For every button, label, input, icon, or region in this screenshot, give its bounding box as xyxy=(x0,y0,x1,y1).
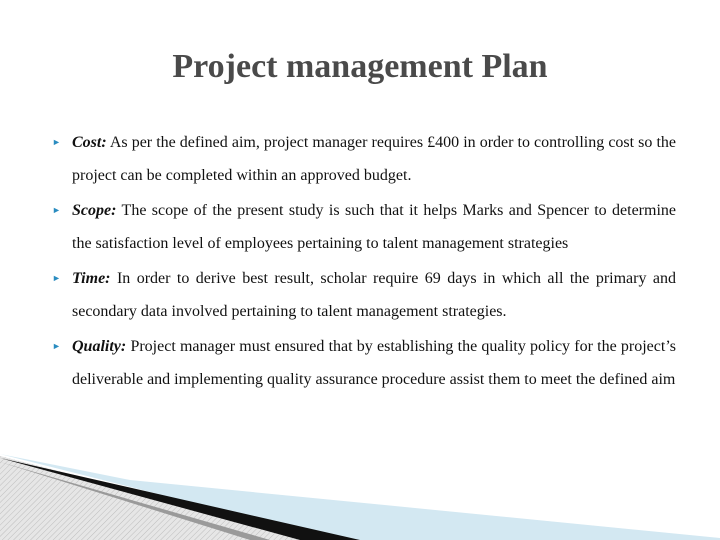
bullet-triangle-icon: ► xyxy=(52,341,61,351)
bullet-term: Quality: xyxy=(72,338,127,355)
bullet-triangle-icon: ► xyxy=(52,205,61,215)
decorative-swoosh xyxy=(0,440,720,540)
slide-title: Project management Plan xyxy=(172,48,548,85)
bullet-item-time xyxy=(50,262,676,328)
bullet-list xyxy=(50,126,676,398)
bullet-text: Project manager must ensured that by establishing the quality policy for the project’s deliverable and implementing quality assurance procedure assist them to meet the defined aim xyxy=(72,338,676,388)
bullet-term: Time: xyxy=(72,270,111,287)
bullet-term: Scope: xyxy=(72,202,117,219)
bullet-item-scope xyxy=(50,194,676,260)
bullet-text: As per the defined aim, project manager requires £400 in order to controlling cost so the project can be completed within an approved budget. xyxy=(72,134,676,184)
bullet-triangle-icon: ► xyxy=(52,273,61,283)
bullet-text: The scope of the present study is such that it helps Marks and Spencer to determine the satisfaction level of employees pertaining to talent management strategies xyxy=(72,202,677,252)
bullet-triangle-icon: ► xyxy=(52,137,61,147)
bullet-text: In order to derive best result, scholar require 69 days in which all the primary and secondary data involved pertaining to talent management strategies. xyxy=(72,270,676,320)
bullet-item-cost xyxy=(50,126,676,192)
bullet-item-quality xyxy=(50,330,676,396)
bullet-term: Cost: xyxy=(72,134,107,151)
